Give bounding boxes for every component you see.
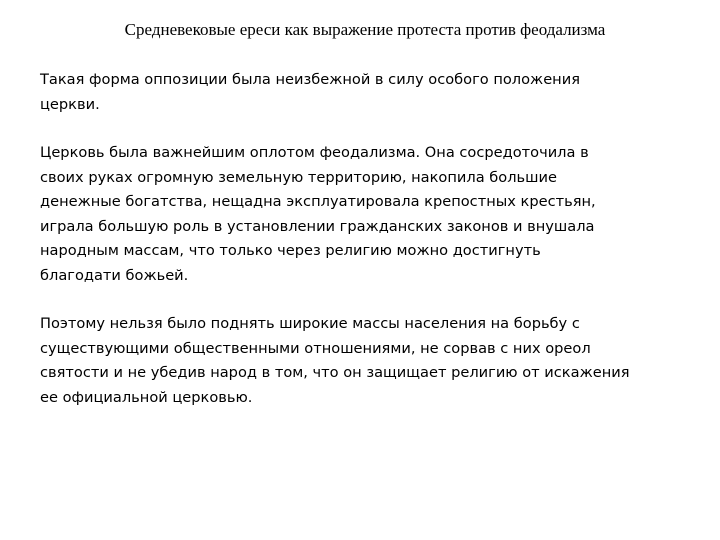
paragraph-line: святости и не убедив народ в том, что он защищает религию от искажения [40,364,630,381]
paragraph-line: народным массам, что только через религию можно достигнуть [40,242,541,259]
paragraph-line: благодати божьей. [40,266,189,284]
paragraph-line: ее официальной церковью. [40,388,253,406]
paragraph-2 [40,141,680,288]
slide-body [40,68,680,434]
paragraph-line: Церковь была важнейшим оплотом феодализма. Она сосредоточила в [40,144,589,161]
paragraph-line: играла большую роль в установлении гражданских законов и внушала [40,217,595,235]
paragraph-line: существующими общественными отношениями, не сорвав с них ореол [40,339,591,357]
paragraph-line: денежные богатства, нещадна эксплуатировала крепостных крестьян, [40,193,596,210]
paragraph-line: Поэтому нельзя было поднять широкие массы населения на борьбу с [40,315,580,332]
slide-title: Средневековые ереси как выражение протеста против феодализма [124,20,606,39]
paragraph-line: своих руках огромную земельную территорию, накопила большие [40,168,557,186]
paragraph-line: церкви. [40,95,100,113]
paragraph-line: Такая форма оппозиции была неизбежной в силу особого положения [40,71,580,88]
paragraph-3 [40,312,680,410]
paragraph-1 [40,68,680,117]
